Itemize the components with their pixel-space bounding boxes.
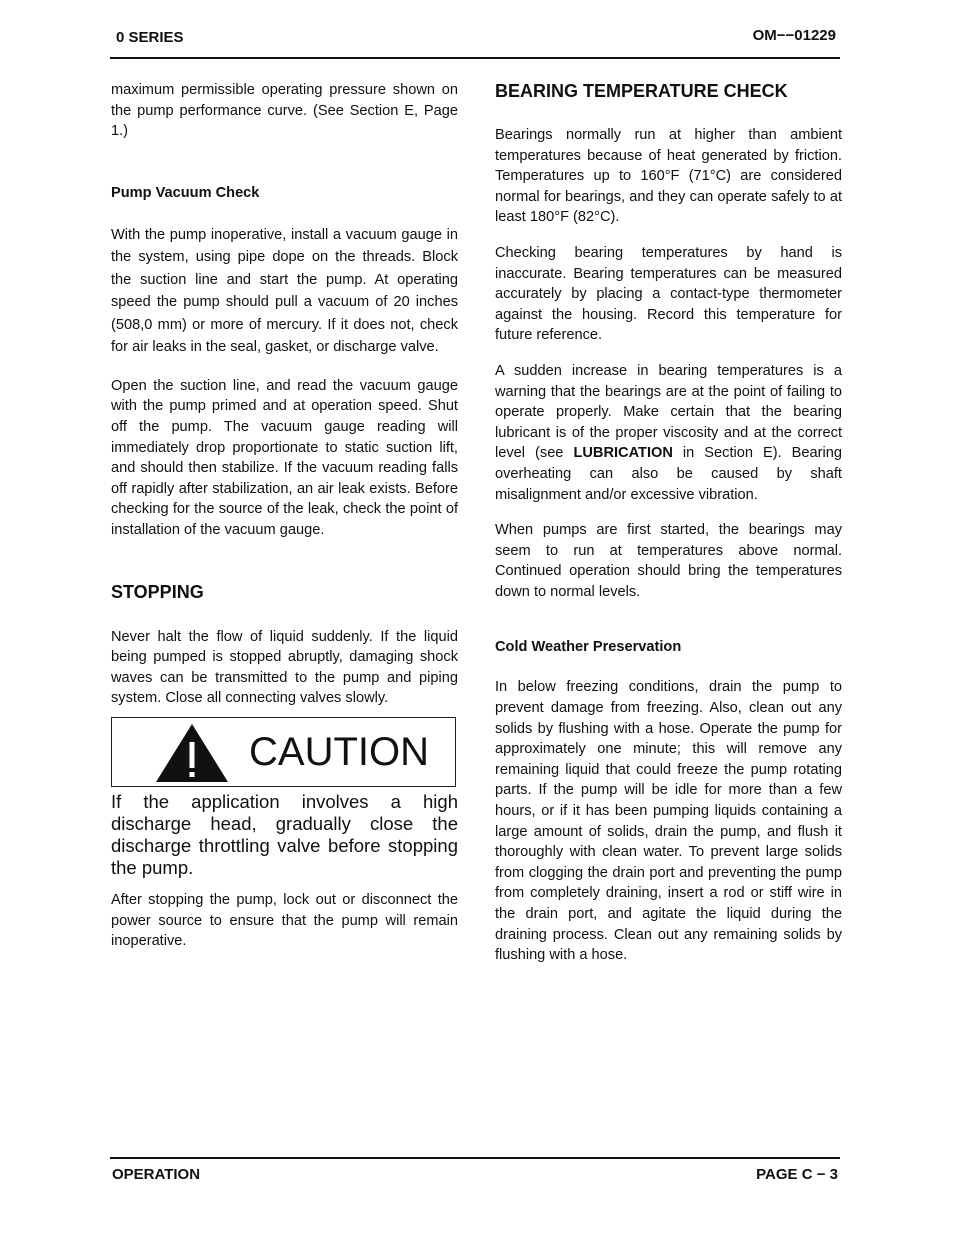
footer-rule	[110, 1157, 840, 1159]
footer-section: OPERATION	[112, 1166, 201, 1183]
lubrication-reference: LUBRICATION	[573, 445, 673, 462]
caution-label: CAUTION	[249, 729, 429, 774]
vacuum-paragraph-1: With the pump inoperative, install a vacuum gauge in the system, using pipe dope on the threads. Block the suction line and start the pump. At operating speed the pump should pull a vacuum of 20 inches (508,0 mm) or more of mercury. If it does not, check for air leaks in the seal, gasket, or discharge valve.	[111, 226, 458, 356]
footer-page-number: PAGE C − 3	[756, 1166, 838, 1183]
cold-weather-heading: Cold Weather Preservation	[495, 639, 682, 656]
stopping-heading: STOPPING	[111, 581, 204, 602]
bearing-paragraph-3: A sudden increase in bearing temperatures is a warning that the bearings are at the point of failing to operate properly. Make certain that the bearing lubricant is of the proper viscosity and at the correct level (see LUBRICATION in Section E). Bearing overheating can also be caused by shaft misalignment and/or excessive vibration.	[495, 362, 842, 503]
header-doc-number: OM−−01229	[752, 27, 836, 44]
header-series: 0 SERIES	[116, 29, 184, 46]
left-column	[111, 80, 458, 952]
caution-box	[111, 717, 456, 787]
bearing-paragraph-4: When pumps are first started, the bearings may seem to run at temperatures above normal. Continued operation should bring the temperatures down to normal levels.	[495, 522, 842, 600]
cold-weather-paragraph: In below freezing conditions, drain the pump to prevent damage from freezing. Also, clean out any solids by flushing with a hose. Operate the pump for approximately one minute; this will remove any remaining liquid that could freeze the pump rotating parts. If the pump will be idle for more than a few hours, or if it has been pumping liquids containing a large amount of solids, drain the pump, and flush it thoroughly with clean water. To prevent large solids from clogging the drain port and preventing the pump from completely draining, insert a rod or stiff wire in the drain port, and agitate the liquid during the draining process. Clean out any remaining solids by flushing with a hose.	[495, 679, 842, 964]
warning-triangle-icon	[154, 722, 230, 784]
pump-vacuum-check-heading: Pump Vacuum Check	[111, 184, 260, 201]
bearing-paragraph-1: Bearings normally run at higher than ambient temperatures because of heat generated by friction. Temperatures up to 160°F (71°C) are considered normal for bearings, and they can operate safely to at least 180°F (82°C).	[495, 127, 842, 226]
bearing-temperature-heading: BEARING TEMPERATURE CHECK	[495, 81, 788, 101]
right-column	[495, 80, 842, 966]
vacuum-paragraph-2: Open the suction line, and read the vacuum gauge with the pump primed and at operation speed. Shut off the pump. The vacuum gauge reading will immediately drop proportionate to static suction lift, and should then stabilize. If the vacuum reading falls off rapidly after stabilization, an air leak exists. Before checking for the source of the leak, check the point of installation of the vacuum gauge.	[111, 377, 458, 538]
caution-message: If the application involves a high discharge head, gradually close the discharge throttling valve before stopping the pump.	[111, 790, 458, 878]
intro-paragraph: maximum permissible operating pressure shown on the pump performance curve. (See Section E, Page 1.)	[111, 82, 458, 140]
bearing-paragraph-2: Checking bearing temperatures by hand is inaccurate. Bearing temperatures can be measured accurately by placing a contact-type thermometer against the housing. Record this temperature for future reference.	[495, 244, 842, 344]
stopping-paragraph-1: Never halt the flow of liquid suddenly. If the liquid being pumped is stopped abruptly, damaging shock waves can be transmitted to the pump and piping system. Close all connecting valves slowly.	[111, 628, 458, 707]
header-rule	[110, 57, 840, 59]
stopping-paragraph-2: After stopping the pump, lock out or disconnect the power source to ensure that the pump will remain inoperative.	[111, 891, 458, 950]
